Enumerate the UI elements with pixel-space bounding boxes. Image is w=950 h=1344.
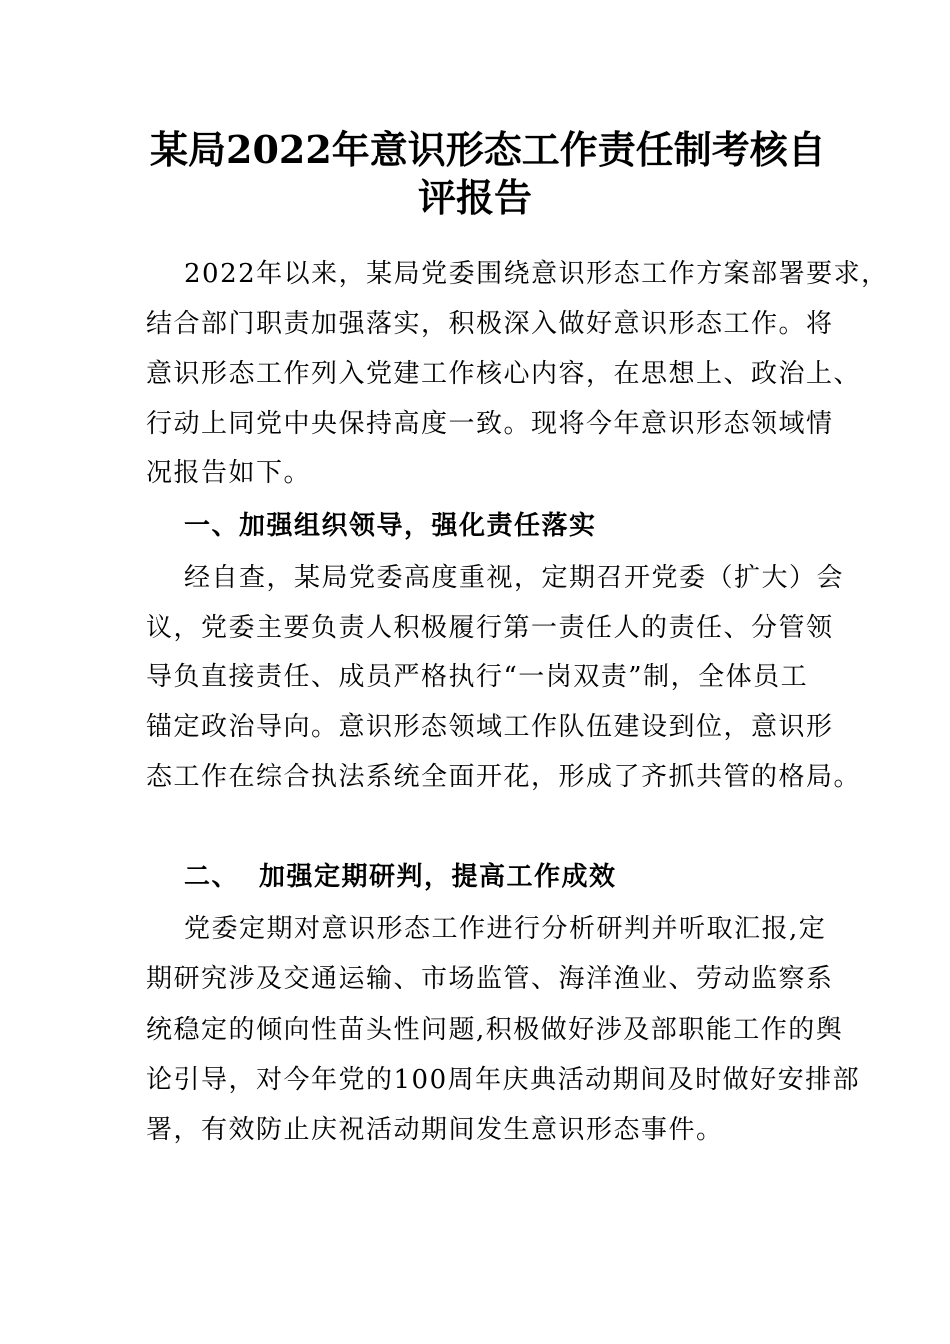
section-2-line: 统稳定的倾向性苗头性问题,积极做好涉及部职能工作的舆	[146, 1015, 844, 1045]
section-2-heading-text: 加强定期研判，提高工作成效	[259, 862, 617, 892]
section-2-line: 期研究涉及交通运输、市场监管、海洋渔业、劳动监察系	[146, 964, 834, 994]
section-2-line: 论引导，对今年党的100周年庆典活动期间及时做好安排部	[146, 1065, 861, 1095]
section-1-line: 经自查，某局党委高度重视，定期召开党委（扩大）会	[184, 563, 845, 593]
intro-line: 行动上同党中央保持高度一致。现将今年意识形态领域情	[146, 409, 834, 439]
intro-line: 况报告如下。	[146, 458, 312, 488]
section-1-line: 议，党委主要负责人积极履行第一责任人的责任、分管领	[146, 613, 834, 643]
section-2-line: 署，有效防止庆祝活动期间发生意识形态事件。	[146, 1115, 724, 1145]
section-2-line: 党委定期对意识形态工作进行分析研判并听取汇报,定	[184, 914, 827, 944]
section-1-heading: 一、加强组织领导，强化责任落实	[184, 511, 597, 541]
intro-line: 意识形态工作列入党建工作核心内容，在思想上、政治上、	[146, 359, 862, 389]
section-1-line: 态工作在综合执法系统全面开花，形成了齐抓共管的格局。	[146, 762, 862, 792]
section-1-line: 导负直接责任、成员严格执行“一岗双责”制，全体员工	[146, 662, 809, 692]
document-title-line-1: 某局2022年意识形态工作责任制考核自	[150, 127, 826, 172]
document-title-line-2: 评报告	[417, 175, 532, 220]
section-1-line: 锚定政治导向。意识形态领域工作队伍建设到位，意识形	[146, 712, 834, 742]
section-2-heading-number: 二、	[184, 862, 240, 892]
section-2-heading	[184, 860, 617, 894]
intro-line: 2022年以来，某局党委围绕意识形态工作方案部署要求，	[184, 259, 889, 289]
intro-line: 结合部门职责加强落实，积极深入做好意识形态工作。将	[146, 309, 834, 339]
